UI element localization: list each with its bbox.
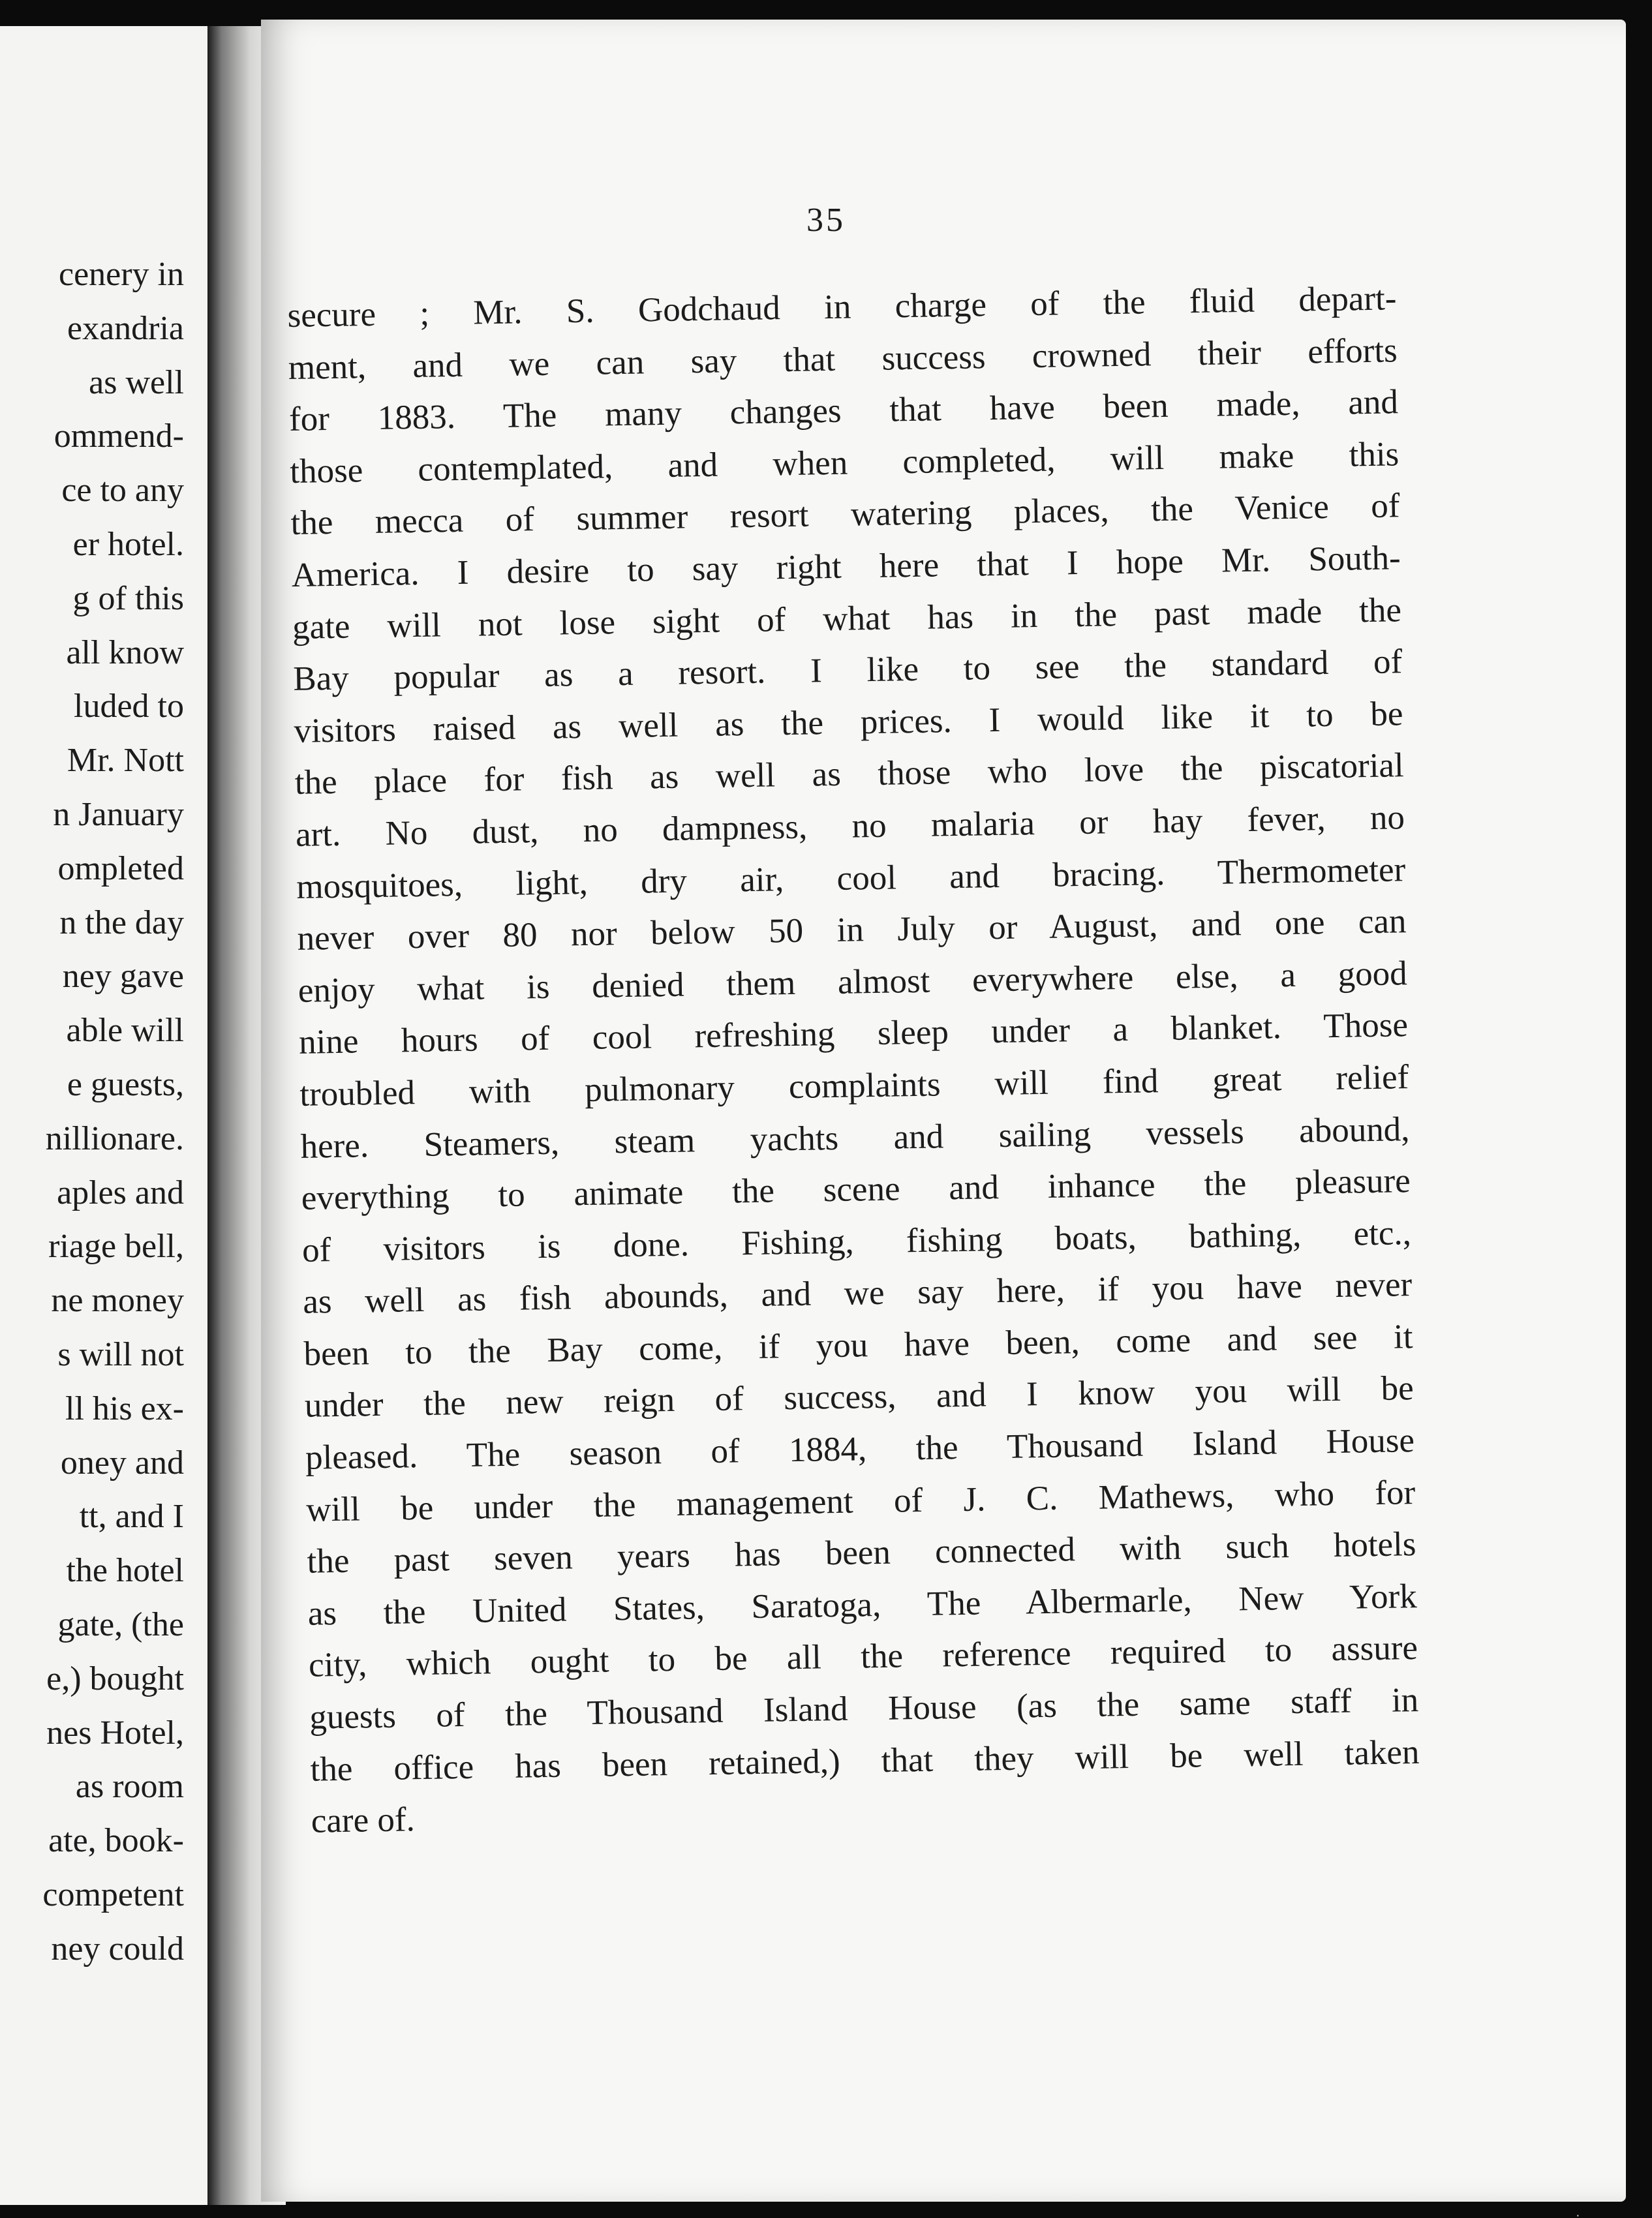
text-line: those contemplated, and when completed, will make this [289, 435, 1400, 491]
text-line: ment, and we can say that success crowned their efforts [288, 331, 1398, 387]
text-line: the office has been retained,) that they will be well taken [310, 1733, 1420, 1789]
text-line: art. No dust, no dampness, no malaria or hay fever, no [295, 798, 1405, 854]
left-page-line: cenery in [58, 256, 184, 293]
left-page-line: e,) bought [46, 1660, 184, 1697]
left-page-line: as room [75, 1768, 184, 1806]
text-line: been to the Bay come, if you have been, come and see it [303, 1317, 1413, 1373]
text-line: everything to animate the scene and inhance the pleasure [301, 1162, 1411, 1217]
left-page-line: ne money [51, 1282, 184, 1320]
text-line: as the United States, Saratoga, The Albermarle, New York [307, 1577, 1418, 1633]
left-page-line: Mr. Nott [67, 742, 184, 780]
text-line: the past seven years has been connected with such hotels [307, 1525, 1416, 1581]
text-line: care of. [311, 1800, 416, 1840]
text-line: city, which ought to be all the reference required to assure [308, 1629, 1418, 1685]
left-page-line: ce to any [61, 472, 184, 509]
page-number: 35 [806, 202, 846, 239]
text-line: as well as fish abounds, and we say here, if you have never [302, 1266, 1413, 1322]
left-page-line: ommend- [54, 418, 184, 455]
left-page-line: riage bell, [48, 1228, 184, 1266]
left-page-line: able will [66, 1012, 184, 1050]
text-line: never over 80 nor below 50 in July or August, and one can [297, 902, 1407, 958]
text-line: secure ; Mr. S. Godchaud in charge of the fluid depart- [287, 279, 1397, 335]
text-line: pleased. The season of 1884, the Thousand Island House [305, 1421, 1415, 1477]
text-line: will be under the management of J. C. Mathews, who for [305, 1473, 1416, 1529]
left-page-line: luded to [74, 688, 184, 725]
left-page-line: exandria [67, 309, 184, 347]
text-line: for 1883. The many changes that have been made, and [288, 383, 1399, 439]
left-page-line: nes Hotel, [46, 1714, 184, 1752]
body-text [287, 273, 1420, 1847]
text-line: troubled with pulmonary complaints will find great relief [299, 1058, 1409, 1114]
left-page-line: aples and [57, 1174, 184, 1211]
left-page-line: s will not [57, 1336, 184, 1373]
left-page-line: as well [89, 363, 184, 401]
left-page [0, 26, 215, 2205]
text-line: under the new reign of success, and I know you will be [304, 1369, 1415, 1425]
text-line: here. Steamers, steam yachts and sailing vessels abound, [300, 1110, 1410, 1166]
left-page-line: competent [42, 1876, 184, 1913]
text-line: gate will not lose sight of what has in the past made the [292, 590, 1402, 646]
left-page-line: e guests, [67, 1066, 184, 1103]
left-page-line: g of this [72, 579, 184, 617]
text-line: the mecca of summer resort watering places, the Venice of [290, 487, 1400, 543]
text-line: mosquitoes, light, dry air, cool and bracing. Thermometer [296, 850, 1406, 906]
left-page-line: ney gave [62, 958, 184, 995]
left-page-line: tt, and I [79, 1498, 184, 1536]
text-line: America. I desire to say right here that I hope Mr. South- [291, 539, 1401, 594]
text-line: visitors raised as well as the prices. I would like it to be [294, 694, 1403, 750]
left-page-line: nillionare. [45, 1119, 184, 1157]
left-page-line: n the day [59, 904, 184, 941]
left-page-line: ompleted [57, 849, 184, 887]
left-page-line: gate, (the [57, 1606, 184, 1643]
left-page-line: er hotel. [72, 526, 184, 563]
text-line: nine hours of cool refreshing sleep under a blanket. Those [298, 1006, 1409, 1062]
text-line: guests of the Thousand Island House (as the same staff in [309, 1681, 1419, 1737]
text-line: the place for fish as well as those who love the piscatorial [294, 746, 1405, 802]
left-page-line: the hotel [66, 1552, 184, 1590]
text-line: enjoy what is denied them almost everywhere else, a good [298, 954, 1408, 1010]
left-page-line: ney could [51, 1930, 184, 1967]
left-page-line: ate, book- [48, 1822, 184, 1860]
scan-corner-mark: · [1576, 2208, 1580, 2218]
left-page-line: n January [53, 796, 184, 833]
text-line: of visitors is done. Fishing, fishing boats, bathing, etc., [301, 1213, 1412, 1269]
left-page-line: oney and [60, 1444, 184, 1481]
left-page-line: ll his ex- [65, 1390, 184, 1427]
text-line: Bay popular as a resort. I like to see the standard of [292, 643, 1403, 699]
left-page-line: all know [66, 633, 184, 671]
